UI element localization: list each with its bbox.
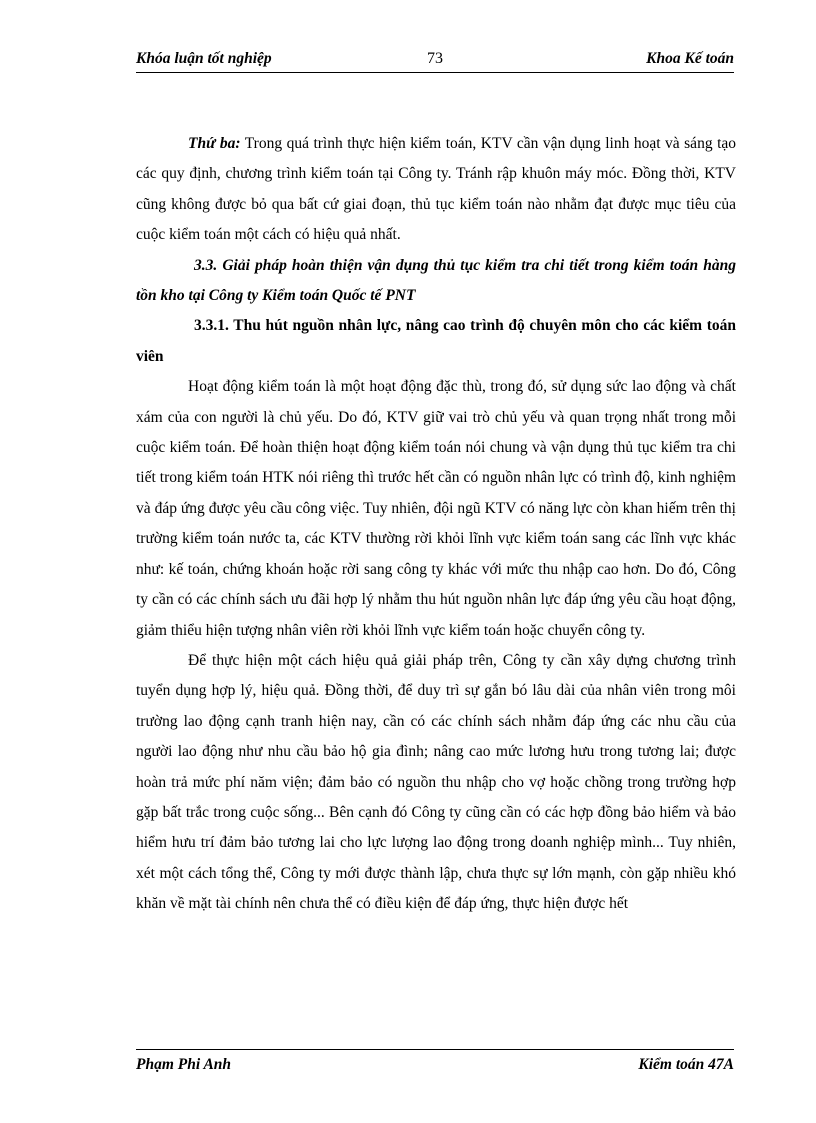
subsection-heading-3-3-1: 3.3.1. Thu hút nguồn nhân lực, nâng cao trình độ chuyên môn cho các kiểm toán viên — [136, 317, 736, 365]
page-number: 73 — [427, 50, 443, 67]
paragraph-thu-ba — [136, 129, 736, 251]
page-footer — [136, 1049, 734, 1080]
paragraph-implementation: Để thực hiện một cách hiệu quả giải pháp trên, Công ty cần xây dựng chương trình tuyển dụng hợp lý, hiệu quả. Đồng thời, để duy trì sự gắn bó lâu dài của nhân viên trong môi trường lao động cạnh tranh hiện nay, cần có các chính sách nhằm đáp ứng các nhu cầu của người lao động như nhu cầu bảo hộ gia đình; nâng cao mức lương hưu trong tương lai; được hoàn trả mức phí năm viện; đảm bảo có nguồn thu nhập cho vợ hoặc chồng trong trường hợp gặp bất trắc trong cuộc sống... Bên cạnh đó Công ty cũng cần có các hợp đồng bảo hiểm và bảo hiểm hưu trí đảm bảo tương lai cho lực lượng lao động trong doanh nghiệp mình... Tuy nhiên, xét một cách tổng thể, Công ty mới được thành lập, chưa thực sự lớn mạnh, còn gặp nhiều khó khăn về mặt tài chính nên chưa thể có điều kiện để đáp ứng, thực hiện được hết — [136, 651, 736, 913]
header-thesis-label: Khóa luận tốt nghiệp — [136, 50, 272, 67]
section-heading-3-3: 3.3. Giải pháp hoàn thiện vận dụng thủ tục kiểm tra chi tiết trong kiểm toán hàng tồn kho tại Công ty Kiểm toán Quốc tế PNT — [136, 256, 736, 305]
header-department-label: Khoa Kế toán — [646, 50, 734, 67]
page-body — [136, 129, 736, 920]
paragraph-human-resources: Hoạt động kiểm toán là một hoạt động đặc thù, trong đó, sử dụng sức lao động và chất xám của con người là chủ yếu. Do đó, KTV giữ vai trò chủ yếu và quan trọng nhất trong mỗi cuộc kiểm toán. Để hoàn thiện hoạt động kiểm toán nói chung và vận dụng thủ tục kiểm tra chi tiết trong kiểm toán HTK nói riêng thì trước hết cần có nguồn nhân lực có trình độ, kinh nghiệm và đáp ứng được yêu cầu công việc. Tuy nhiên, đội ngũ KTV có năng lực còn khan hiếm trên thị trường kiểm toán nước ta, các KTV thường rời khỏi lĩnh vực kiểm toán sang các lĩnh vực khác như: kế toán, chứng khoán hoặc rời sang công ty khác với mức thu nhập cao hơn. Do đó, Công ty cần có các chính sách ưu đãi hợp lý nhằm thu hút nguồn nhân lực đáp ứng yêu cầu hoạt động, giảm thiểu hiện tượng nhân viên rời khỏi lĩnh vực kiểm toán hoặc chuyển công ty. — [136, 378, 736, 639]
footer-class: Kiểm toán 47A — [638, 1056, 734, 1073]
footer-author: Phạm Phi Anh — [136, 1056, 232, 1073]
paragraph-lead: Thứ ba: — [188, 135, 241, 152]
paragraph-text: Trong quá trình thực hiện kiểm toán, KTV cần vận dụng linh hoạt và sáng tạo các quy định, chương trình kiểm toán tại Công ty. Tránh rập khuôn máy móc. Đồng thời, KTV cũng không được bỏ qua bất cứ giai đoạn, thủ tục kiểm toán nào nhằm đạt được mục tiêu của cuộc kiểm toán một cách có hiệu quả nhất. — [136, 135, 736, 244]
page-header — [136, 46, 734, 73]
